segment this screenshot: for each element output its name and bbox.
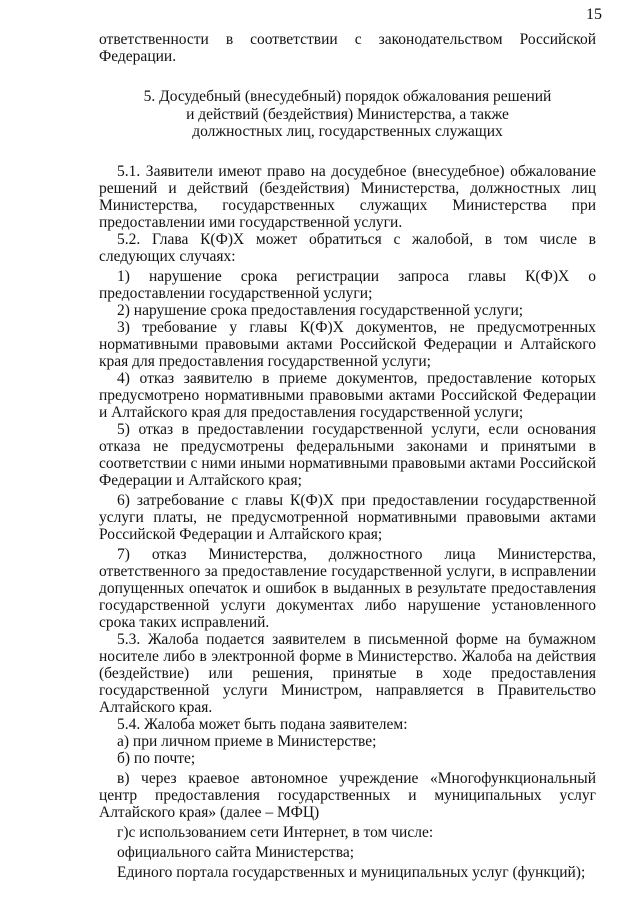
option-c: в) через краевое автономное учреждение «Многофункциональный центр предоставления государственных и муниципальных услуг Алтайского края» (далее – МФЦ) bbox=[99, 769, 596, 821]
option-b: б) по почте; bbox=[117, 749, 196, 767]
paragraph-5-1: 5.1. Заявители имеют право на досудебное (внесудебное) обжалование решений и действий (бездействия) Министерства, должностных лиц Министерства, государственных служащих Министерства при предоставлении ими государственной услуги. bbox=[99, 162, 596, 231]
option-d-official-site: официального сайта Министерства; bbox=[117, 843, 355, 861]
section-heading bbox=[99, 88, 596, 141]
option-a: а) при личном приеме в Министерстве; bbox=[117, 732, 377, 750]
section-heading-line: 5. Досудебный (внесудебный) порядок обжалования решений bbox=[143, 88, 552, 105]
paragraph-5-2: 5.2. Глава К(Ф)Х может обратиться с жалобой, в том числе в следующих случаях: bbox=[99, 230, 596, 265]
list-item-7: 7) отказ Министерства, должностного лица Министерства, ответственного за предоставление государственной услуги, в исправлении допущенных опечаток и ошибок в выданных в результате предоставления государственной услуги документах либо нарушение установленного срока таких исправлений. bbox=[99, 545, 596, 631]
intro-line: ответственности в соответствии с законодательством Российской Федерации. bbox=[99, 31, 596, 65]
list-item-3: 3) требование у главы К(Ф)Х документов, не предусмотренных нормативными правовыми актами Российской Федерации и Алтайского края для предоставления государственной услуги; bbox=[99, 318, 596, 370]
list-item-6: 6) затребование с главы К(Ф)Х при предоставлении государственной услуги платы, не предусмотренной нормативными правовыми актами Российской Федерации и Алтайского края; bbox=[99, 491, 596, 543]
list-item-1: 1) нарушение срока регистрации запроса главы К(Ф)Х о предоставлении государственной услуги; bbox=[99, 267, 596, 302]
paragraph-5-4: 5.4. Жалоба может быть подана заявителем: bbox=[117, 715, 408, 733]
paragraph-5-3: 5.3. Жалоба подается заявителем в письменной форме на бумажном носителе либо в электронной форме в Министерство. Жалоба на действия (бездействие) или решения, принятые в ходе предоставления государственной услуги Министром, направляется в Правительство Алтайского края. bbox=[99, 630, 596, 716]
page-number: 15 bbox=[586, 6, 602, 23]
section-heading-line: должностных лиц, государственных служащих bbox=[192, 123, 503, 140]
section-heading-line: и действий (бездействия) Министерства, а также bbox=[186, 105, 509, 123]
option-d: г)с использованием сети Интернет, в том числе: bbox=[117, 823, 434, 841]
list-item-5: 5) отказ в предоставлении государственной услуги, если основания отказа не предусмотрены федеральными законами и принятыми в соответствии с ними иными нормативными правовыми актами Российской Федерации и Алтайского края; bbox=[99, 420, 596, 489]
list-item-4: 4) отказ заявителю в приеме документов, предоставление которых предусмотрено нормативными правовыми актами Российской Федерации и Алтайского края для предоставления государственной услуги; bbox=[99, 369, 596, 421]
option-d-unified-portal: Единого портала государственных и муниципальных услуг (функций); bbox=[117, 863, 586, 881]
list-item-2: 2) нарушение срока предоставления государственной услуги; bbox=[117, 301, 524, 319]
document-body bbox=[99, 31, 596, 881]
